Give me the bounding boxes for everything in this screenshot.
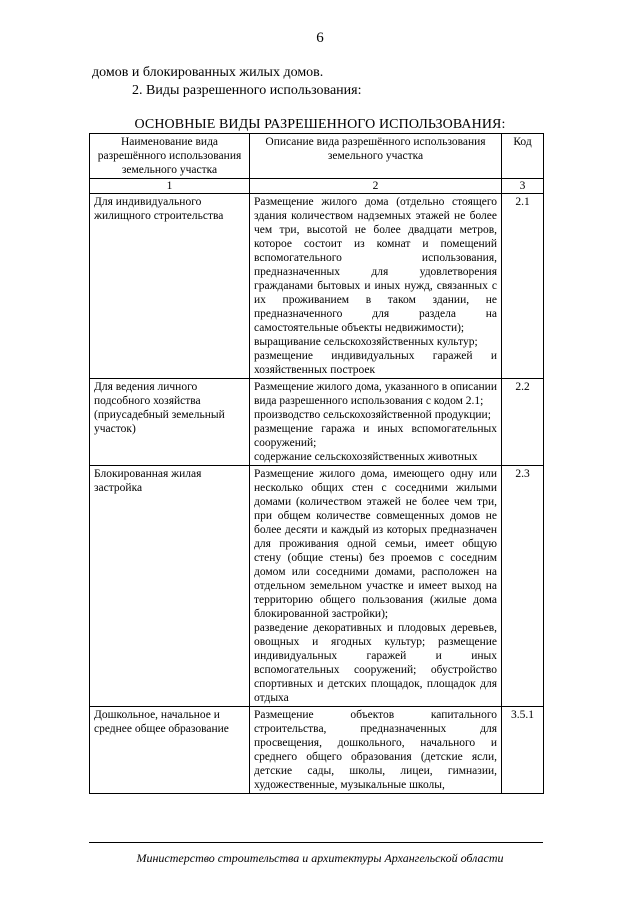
column-number: 1 bbox=[90, 179, 250, 194]
use-description bbox=[250, 379, 502, 466]
use-code: 3.5.1 bbox=[502, 707, 544, 794]
use-name: Блокированная жилая застройка bbox=[90, 466, 250, 707]
use-name: Для индивидуального жилищного строительства bbox=[90, 194, 250, 379]
description-paragraph: размещение гаража и иных вспомогательных сооружений; bbox=[254, 423, 497, 449]
use-description bbox=[250, 707, 502, 794]
description-paragraph: размещение индивидуальных гаражей и хозяйственных построек bbox=[254, 350, 497, 376]
intro-text bbox=[92, 64, 361, 100]
description-paragraph: производство сельскохозяйственной продукции; bbox=[254, 409, 491, 421]
description-paragraph: Размещение объектов капитального строительства, предназначенных для просвещения, дошкольного, начального и среднего общего образования (детские ясли, детские сады, школы, лицеи, гимназии, художественные, музыкальные школы, bbox=[254, 709, 497, 791]
column-number: 3 bbox=[502, 179, 544, 194]
header-code: Код bbox=[502, 134, 544, 179]
permitted-uses-table bbox=[89, 133, 544, 794]
footer-divider bbox=[89, 842, 543, 843]
header-description: Описание вида разрешённого использования земельного участка bbox=[250, 134, 502, 179]
use-description bbox=[250, 466, 502, 707]
page-number: 6 bbox=[316, 30, 324, 46]
footer-text: Министерство строительства и архитектуры Архангельской области bbox=[136, 851, 504, 865]
use-code: 2.3 bbox=[502, 466, 544, 707]
header-name: Наименование вида разрешённого использования земельного участка bbox=[90, 134, 250, 179]
description-paragraph: разведение декоративных и плодовых деревьев, овощных и ягодных культур; размещение индивидуальных гаражей и иных вспомогательных сооружений; обустройство спортивных и детских площадок, площадок для отдыха bbox=[254, 622, 497, 704]
table-title: ОСНОВНЫЕ ВИДЫ РАЗРЕШЕННОГО ИСПОЛЬЗОВАНИЯ: bbox=[134, 117, 506, 132]
table-row bbox=[90, 194, 544, 379]
use-name: Для ведения личного подсобного хозяйства (приусадебный земельный участок) bbox=[90, 379, 250, 466]
description-paragraph: Размещение жилого дома (отдельно стоящего здания количеством надземных этажей не более чем три, высотой не более двадцати метров, которое состоит из комнат и помещений вспомогательного использования, предназначенных для удовлетворения гражданами бытовых и иных нужд, связанных с их проживанием в таком здании, не предназначенного для раздела на самостоятельные объекты недвижимости); bbox=[254, 196, 497, 334]
description-paragraph: выращивание сельскохозяйственных культур; bbox=[254, 336, 478, 348]
table-header-row bbox=[90, 134, 544, 179]
table-row bbox=[90, 466, 544, 707]
column-number-row bbox=[90, 179, 544, 194]
description-paragraph: Размещение жилого дома, указанного в описании вида разрешенного использования с кодом 2.1; bbox=[254, 381, 497, 407]
intro-line-2: 2. Виды разрешенного использования: bbox=[132, 83, 362, 98]
description-paragraph: содержание сельскохозяйственных животных bbox=[254, 451, 478, 463]
use-description bbox=[250, 194, 502, 379]
use-name: Дошкольное, начальное и среднее общее образование bbox=[90, 707, 250, 794]
intro-line-1: домов и блокированных жилых домов. bbox=[92, 65, 324, 80]
table-row bbox=[90, 707, 544, 794]
table-row bbox=[90, 379, 544, 466]
use-code: 2.2 bbox=[502, 379, 544, 466]
column-number: 2 bbox=[250, 179, 502, 194]
use-code: 2.1 bbox=[502, 194, 544, 379]
description-paragraph: Размещение жилого дома, имеющего одну или несколько общих стен с соседними жилыми домами (количеством этажей не более чем три, при общем количестве совмещенных домов не более десяти и каждый из которых предназначен для проживания одной семьи, имеет общую стену (общие стены) без проемов с соседним домом или соседними домами, расположен на отдельном земельном участке и имеет выход на территорию общего пользования (жилые дома блокированной застройки); bbox=[254, 468, 497, 620]
